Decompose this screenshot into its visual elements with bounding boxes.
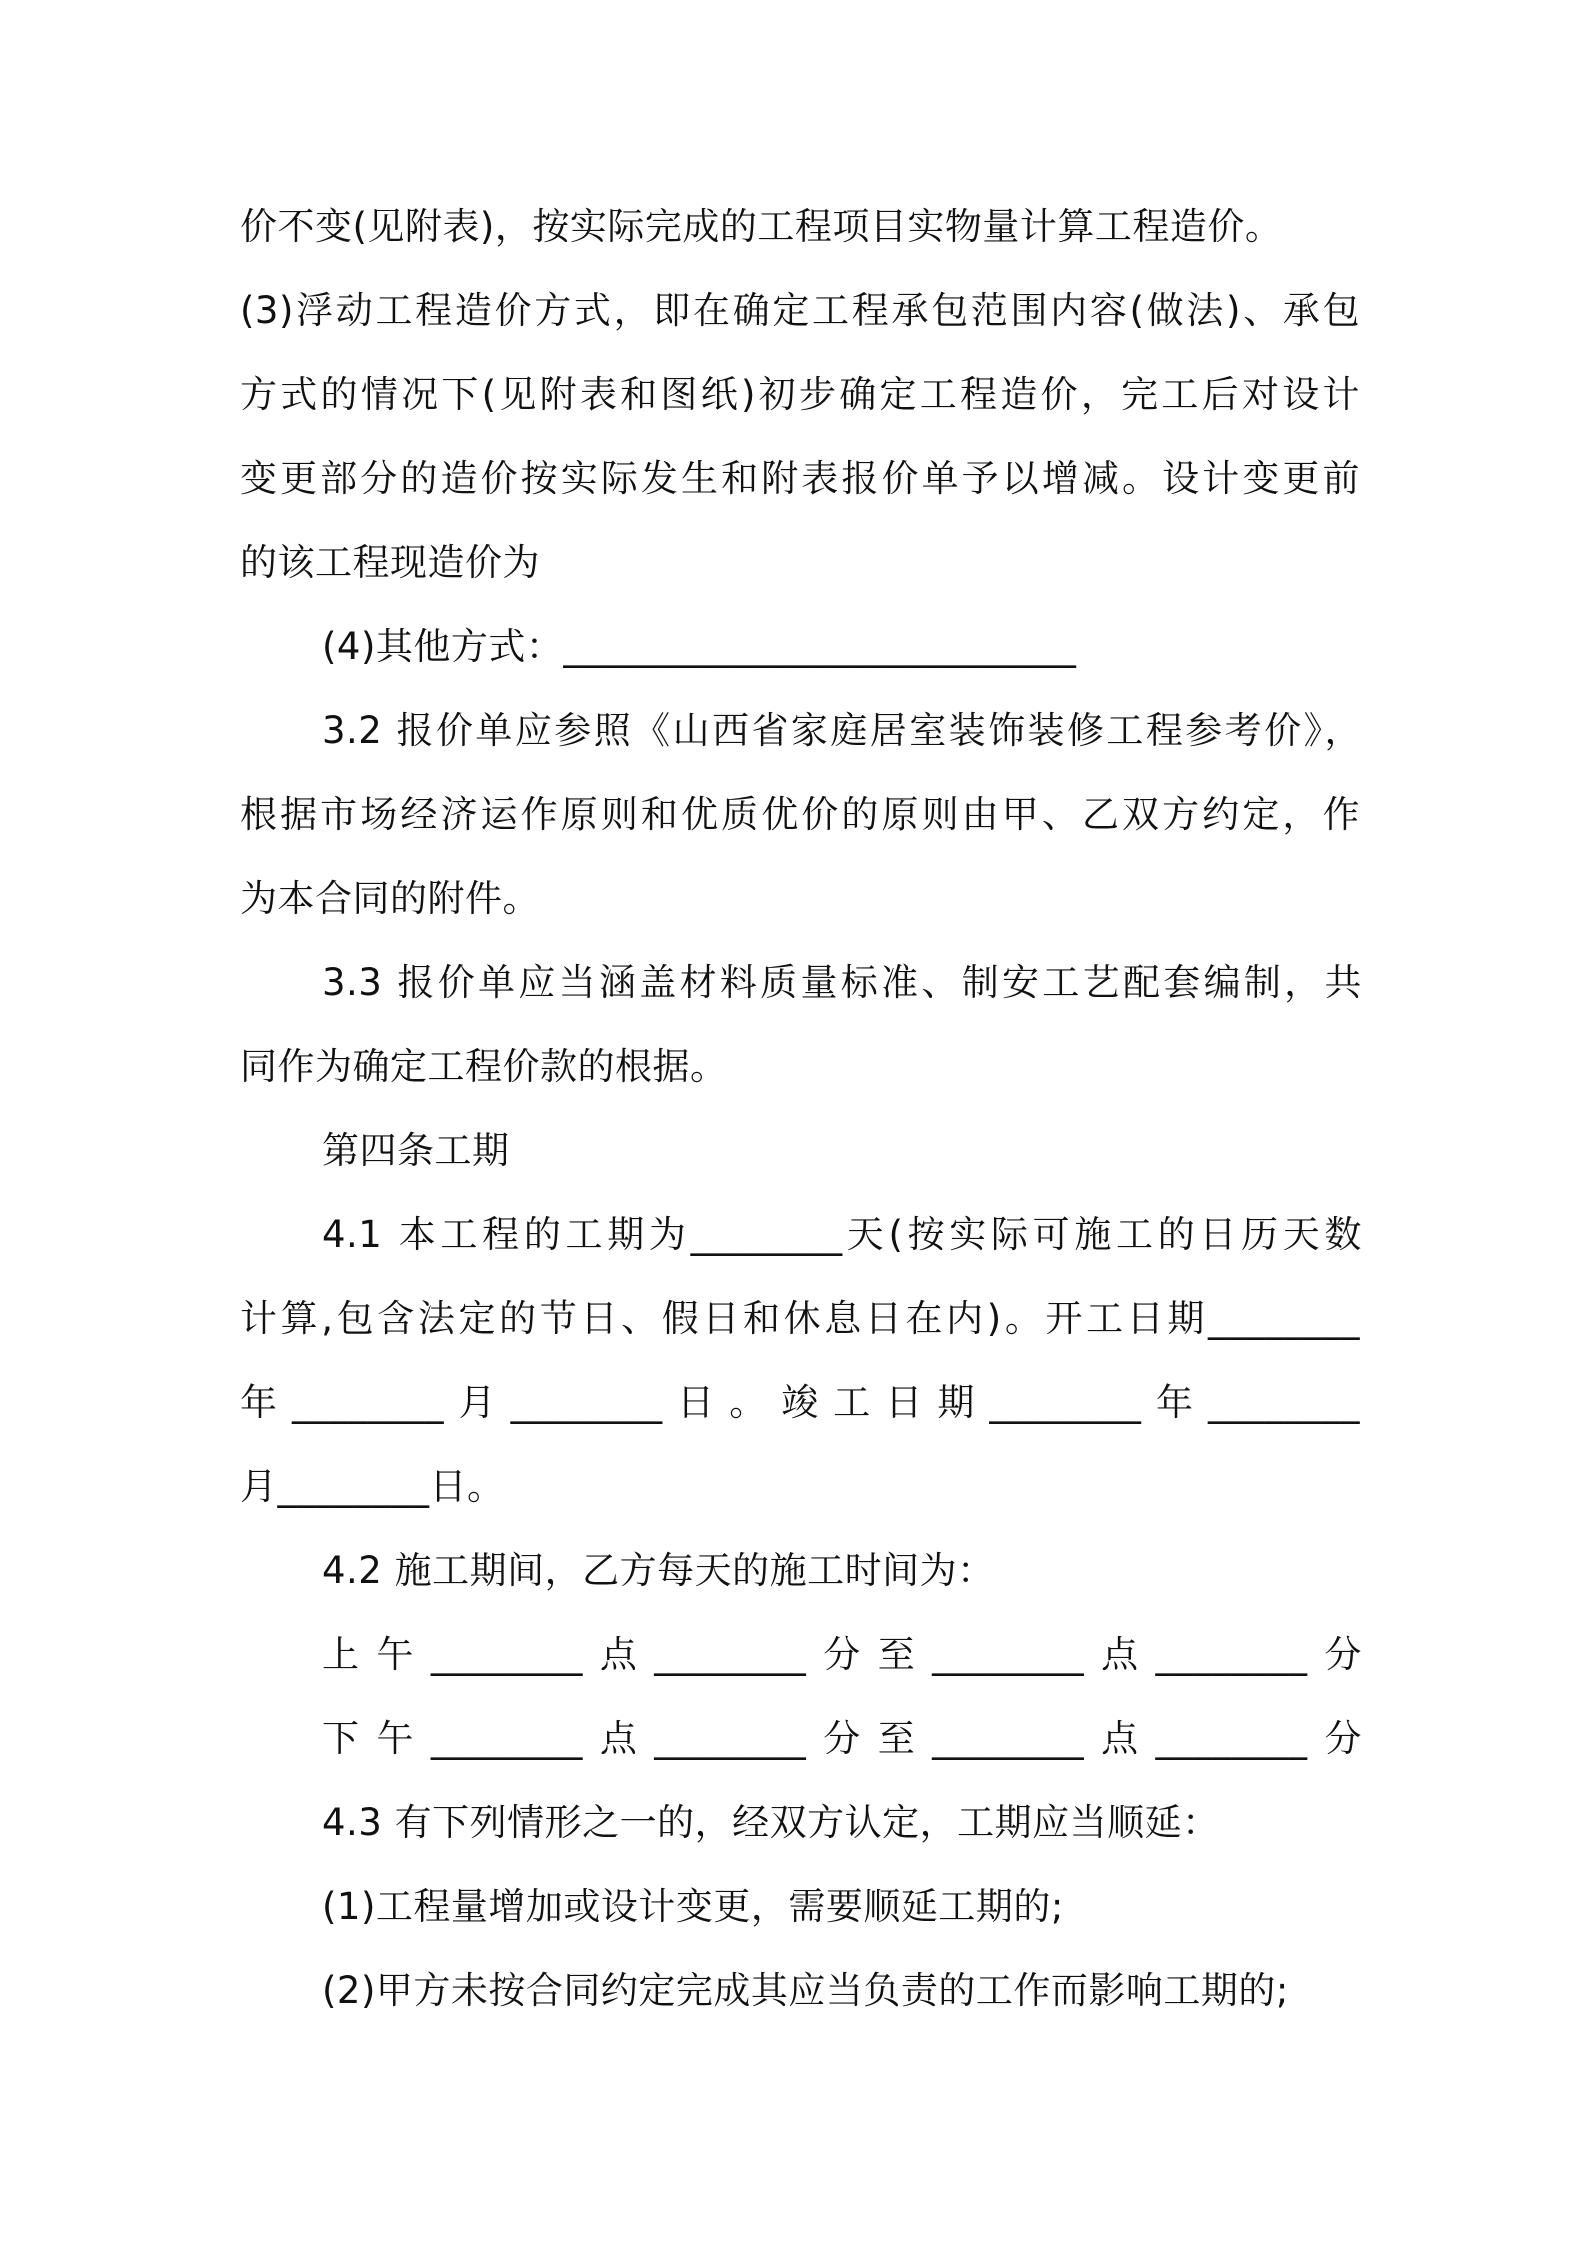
text-line-floating-price-cont-1: 方式的情况下(见附表和图纸)初步确定工程造价，完工后对设计 <box>240 373 1360 416</box>
text-line-price-unchanged: 价不变(见附表)，按实际完成的工程项目实物量计算工程造价。 <box>240 205 1283 248</box>
text-line-clause-4-1-cont-3: 月________日。 <box>240 1465 505 1508</box>
text-line-clause-4-2: 4.2 施工期间，乙方每天的施工时间为： <box>322 1549 995 1592</box>
text-line-clause-3-3: 3.3 报价单应当涵盖材料质量标准、制安工艺配套编制，共 <box>322 961 1362 1004</box>
text-line-clause-4-3-item-2: (2)甲方未按合同约定完成其应当负责的工作而影响工期的; <box>322 1969 1289 2012</box>
text-line-clause-3-2: 3.2 报价单应参照《山西省家庭居室装饰装修工程参考价》， <box>322 709 1362 752</box>
text-line-clause-3-2-cont-1: 根据市场经济运作原则和优质优价的原则由甲、乙双方约定，作 <box>240 793 1360 836</box>
text-line-afternoon-hours: 下午________点________分至________点________分 <box>322 1717 1362 1760</box>
text-line-floating-price-cont-3: 的该工程现造价为 <box>240 541 540 584</box>
text-line-other-method: (4)其他方式：___________________________ <box>322 625 1077 668</box>
text-line-clause-3-2-cont-2: 为本合同的附件。 <box>240 877 540 920</box>
text-line-floating-price-method: (3)浮动工程造价方式，即在确定工程承包范围内容(做法)、承包 <box>240 289 1360 332</box>
text-line-floating-price-cont-2: 变更部分的造价按实际发生和附表报价单予以增减。设计变更前 <box>240 457 1360 500</box>
text-line-clause-4-1-cont-2: 年________月________日。竣工日期________年________ <box>240 1381 1360 1424</box>
text-line-clause-4-1-cont-1: 计算,包含法定的节日、假日和休息日在内)。开工日期________ <box>240 1297 1360 1340</box>
text-line-clause-4-3: 4.3 有下列情形之一的，经双方认定，工期应当顺延： <box>322 1801 1220 1844</box>
section-heading-article-4: 第四条工期 <box>322 1129 510 1172</box>
text-line-morning-hours: 上午________点________分至________点________分 <box>322 1633 1362 1676</box>
text-line-clause-3-3-cont: 同作为确定工程价款的根据。 <box>240 1045 728 1088</box>
text-line-clause-4-1: 4.1 本工程的工期为________天(按实际可施工的日历天数 <box>322 1213 1362 1256</box>
text-line-clause-4-3-item-1: (1)工程量增加或设计变更，需要顺延工期的; <box>322 1885 1064 1928</box>
